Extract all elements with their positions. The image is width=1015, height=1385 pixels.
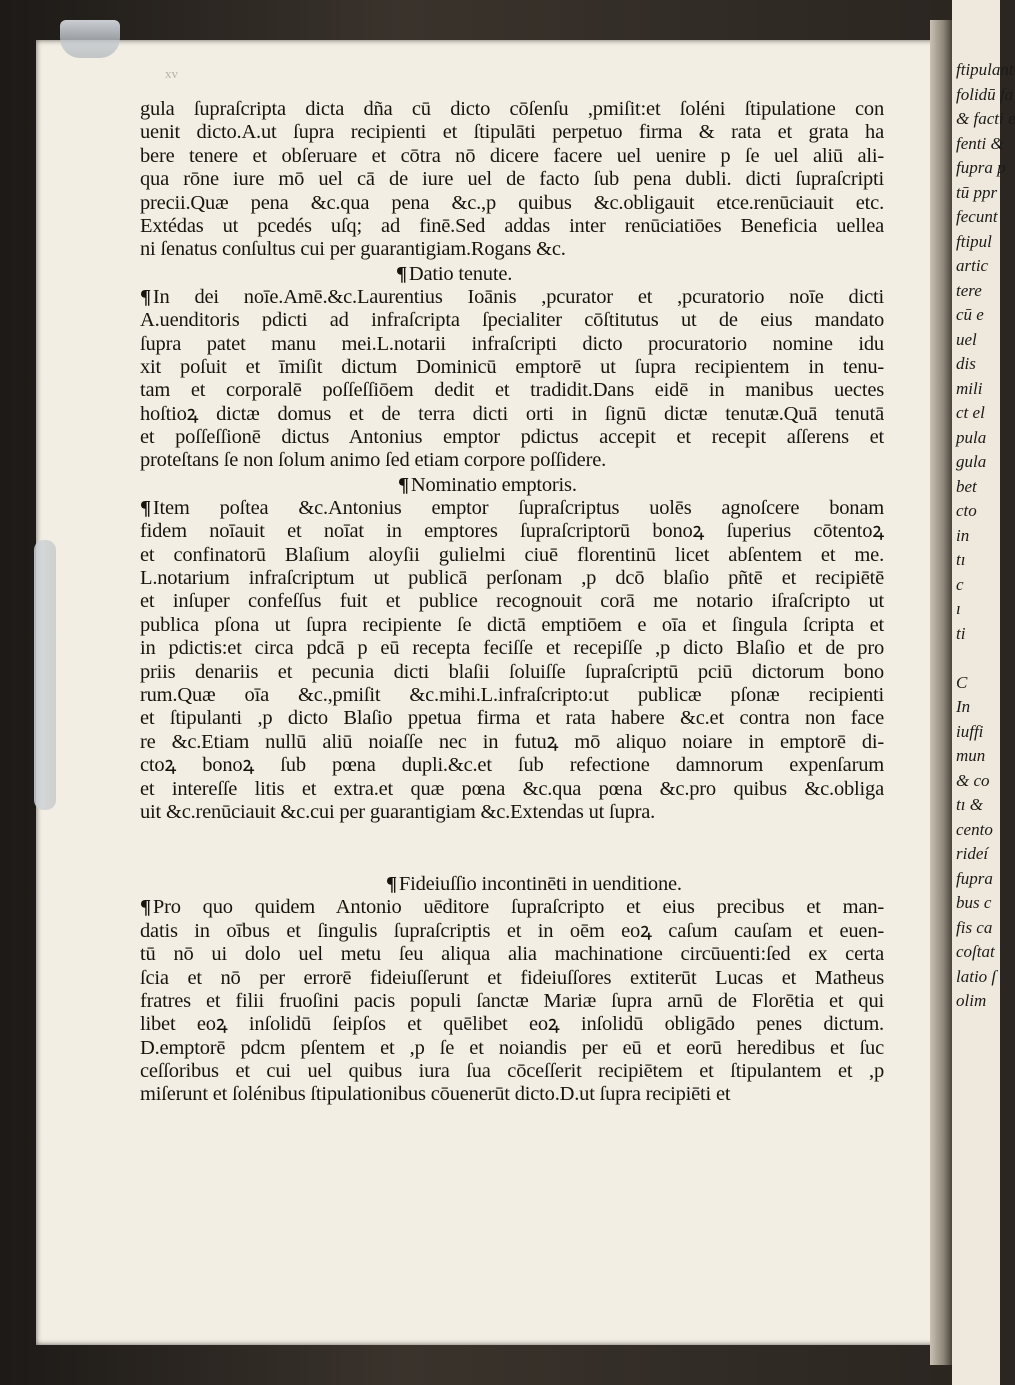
text-line bbox=[140, 333, 884, 356]
text-line-content: ni ſenatus conſultus cui per guarantigiam.Rogans &c. bbox=[140, 238, 566, 261]
paragraph-datio-tenute bbox=[140, 286, 884, 473]
text-line bbox=[140, 449, 884, 472]
text-line bbox=[140, 731, 884, 754]
text-line-content: tam et corporalē poſſeſſiōem dedit et tradidit.Dans eidē in manibus uectes bbox=[140, 379, 884, 402]
text-line-content: gula ſupraſcripta dicta dña cū dicto cōſenſu ,pmiſit:et ſoléni ſtipulatione con bbox=[140, 98, 884, 120]
facing-page-line: tere bbox=[956, 280, 982, 300]
facing-page-line: artic bbox=[956, 256, 989, 275]
text-line-content: qua rōne iure mō uel cā de iure uel de facto ſub pena dubli. dicti ſupraſcripti bbox=[140, 168, 884, 191]
text-line bbox=[140, 661, 884, 684]
text-line-content: fratres et filii fruoſini pacis populi ſanctæ Mariæ ſupra arnū de Florētia et qui bbox=[140, 989, 884, 1012]
paragraph-nominatio-emptoris bbox=[140, 497, 884, 824]
facing-page-line: tū ppr bbox=[956, 182, 998, 202]
text-line bbox=[140, 121, 884, 144]
page-clip-top bbox=[60, 20, 120, 58]
text-line bbox=[140, 967, 884, 990]
text-line bbox=[140, 920, 884, 943]
text-line bbox=[140, 286, 884, 309]
text-line-content: A.uenditoris pdicti ad infraſcripta ſpecialiter cōſtitutus ut de eius mandato bbox=[140, 309, 884, 332]
text-line bbox=[140, 309, 884, 332]
text-line bbox=[140, 168, 884, 191]
folio-mark: xv bbox=[165, 66, 178, 81]
text-line-content: miſerunt et ſolénibus ſtipulationibus cōuenerūt dicto.D.ut ſupra recipiēti et bbox=[140, 1083, 731, 1106]
paragraph-sale-terms bbox=[140, 98, 884, 262]
text-line bbox=[140, 707, 884, 730]
text-line-content: et poſſeſſionē dictus Antonius emptor pdictus accepit et recepit aſſerens et bbox=[140, 426, 884, 449]
facing-page-line: tı bbox=[956, 550, 966, 569]
text-line-content: uit &c.renūciauit &c.cui per guarantigiam &c.Extendas ut ſupra. bbox=[140, 800, 656, 823]
facing-page-line: coſtat bbox=[956, 942, 995, 961]
text-line-content: ſupra patet manu mei.L.notarii infraſcripti dicto procuratorio nomine idu bbox=[140, 332, 884, 355]
facing-page-line: ı bbox=[956, 599, 961, 618]
text-line-content: et confinatorū Blaſium aloyſii gulielmi ciuē florentinū licet abſentem et me. bbox=[140, 543, 884, 566]
text-line bbox=[140, 98, 884, 121]
facing-page-line: ftipulant bbox=[956, 60, 1014, 79]
text-line-content: bere tenere et obſeruare et cōtra nō dicere facere uel uenire p ſe uel aliū ali- bbox=[140, 144, 884, 167]
facing-page-line: ftipul bbox=[956, 231, 992, 251]
text-line-content: In dei noīe.Amē.&c.Laurentius Ioānis ,pcurator et ,pcuratorio noīe dicti bbox=[152, 285, 884, 308]
facing-page-line: iuffi bbox=[956, 721, 984, 741]
paragraph-mark-icon: ¶ bbox=[386, 873, 397, 896]
text-line bbox=[140, 520, 884, 543]
facing-page-line: olim bbox=[956, 991, 987, 1010]
text-line-content: in pdictis:et circa pdcā p eū recepta feciſſe et recepiſſe ,p dicto Blaſio et de pro bbox=[140, 637, 884, 660]
text-line bbox=[140, 754, 884, 777]
facing-page-line: fis ca bbox=[956, 917, 993, 937]
paragraph-mark-icon: ¶ bbox=[140, 285, 151, 308]
facing-page-line: c bbox=[956, 574, 964, 594]
text-line bbox=[140, 403, 884, 426]
paragraph-mark-icon: ¶ bbox=[140, 496, 151, 519]
text-line-content: proteſtans ſe non ſolum animo ſed etiam corpore poſſidere. bbox=[140, 449, 607, 472]
text-line-content: uenit dicto.A.ut ſupra recipienti et ſtipulāti perpetuo firma & rata et grata ha bbox=[140, 121, 884, 144]
paragraph-fideiussio bbox=[140, 896, 884, 1107]
text-line-content: D.emptorē pdcm pſentem et ,p ſe et noiandis per eū et eorū heredibus et ſuc bbox=[140, 1036, 884, 1059]
text-line bbox=[140, 379, 884, 402]
text-line bbox=[140, 192, 884, 215]
text-line bbox=[140, 778, 884, 801]
text-line-content: fidem noīauit et noīat in emptores ſupraſcriptorū bonoꝝ ſuperius cōtentoꝝ bbox=[140, 520, 884, 543]
text-line-content: Pro quo quidem Antonio uēditore ſupraſcripto et eius precibus et man- bbox=[152, 896, 884, 919]
facing-page-line: cū e bbox=[956, 305, 984, 324]
heading-text: Fideiuſſio incontinēti in uenditione. bbox=[398, 873, 682, 896]
text-line-content: precii.Quæ pena &c.qua pena &c.,p quibus &c.obligauit etce.renūciauit etc. bbox=[140, 191, 884, 214]
text-line bbox=[140, 145, 884, 168]
text-line bbox=[140, 590, 884, 613]
heading-nominatio-emptoris bbox=[398, 473, 884, 497]
text-line bbox=[140, 356, 884, 379]
paragraph-mark-icon: ¶ bbox=[396, 262, 407, 285]
facing-page-line: bet bbox=[956, 476, 977, 496]
text-line bbox=[140, 426, 884, 449]
text-line-content: publica pſona ut ſupra recipiente ſe dictā emptiōem e oīa et ſingula ſcripta et bbox=[140, 613, 884, 636]
text-line-content: et intereſſe litis et extra.et quæ pœna &c.qua pœna &c.pro quibus &c.obliga bbox=[140, 777, 884, 800]
text-line-content: xit poſuit et īmiſit dictum Dominicū emptorē ut ſupra recipientem in tenu- bbox=[140, 355, 884, 378]
text-line-content: hoſtioꝝ dictæ domus et de terra dicti orti in ſignū dictæ tenutæ.Quā tenutā bbox=[140, 402, 884, 425]
heading-fideiussio bbox=[386, 872, 884, 896]
facing-page-line: & facti e bbox=[956, 109, 1015, 128]
facing-page-line: folidū fa bbox=[956, 84, 1014, 104]
page-clip-left bbox=[34, 540, 56, 810]
facing-page-line: fecunt bbox=[956, 207, 998, 226]
paragraph-mark-icon: ¶ bbox=[140, 896, 151, 919]
facing-page-line: fupra bbox=[956, 868, 993, 888]
text-line-content: et inſuper confeſſus fuit et publice recognouit corā me notario iſraſcripto ut bbox=[140, 590, 884, 613]
facing-page-line: mili bbox=[956, 378, 983, 398]
facing-page-line: dis bbox=[956, 354, 976, 373]
facing-page-line: cto bbox=[956, 501, 977, 520]
text-line-content: re &c.Etiam nullū aliū noiaſſe nec in futuꝝ mō aliquo noiare in emptorē di- bbox=[140, 730, 884, 753]
text-line bbox=[140, 637, 884, 660]
text-line-content: libet eoꝝ inſolidū ſeipſos et quēlibet eoꝝ inſolidū obligādo penes dictum. bbox=[140, 1013, 884, 1036]
heading-text: Nominatio emptoris. bbox=[410, 473, 577, 496]
text-line-content: et ſtipulanti ,p dicto Blaſio ppetua firma et rata habere &c.et contra non face bbox=[140, 707, 884, 730]
facing-page-line: fupra p bbox=[956, 158, 1006, 177]
text-line bbox=[140, 943, 884, 966]
text-line-content: ſcia et nō per errorē fideiuſſerunt et fideiuſſores extiterūt Lucas et Matheus bbox=[140, 966, 884, 989]
document-text bbox=[140, 98, 884, 1107]
section-gap bbox=[140, 824, 884, 872]
facing-page-line: uel bbox=[956, 329, 977, 349]
facing-page-line: in bbox=[956, 525, 970, 545]
facing-page bbox=[952, 0, 1015, 1385]
text-line bbox=[140, 684, 884, 707]
text-line-content: ceſſoribus et cui uel quibus iura ſua cōceſſerit recipiētem et ſtipulantem et ,p bbox=[140, 1060, 884, 1083]
text-line bbox=[140, 567, 884, 590]
text-line-content: priis denariis et pecunia dicti blaſii ſoluiſſe ſupraſcriptū pciū dictorum bono bbox=[140, 660, 884, 683]
facing-page-line: cento bbox=[956, 819, 993, 839]
facing-page-line: fenti & bbox=[956, 133, 1004, 153]
text-line bbox=[140, 614, 884, 637]
facing-page-line: C bbox=[956, 672, 968, 692]
text-line-content: Item poſtea &c.Antonius emptor ſupraſcriptus uolēs agnoſcere bonam bbox=[152, 496, 884, 519]
text-line bbox=[140, 1037, 884, 1060]
facing-page-line: pula bbox=[956, 427, 987, 447]
facing-page-line: tı & bbox=[956, 795, 983, 814]
text-line-content: L.notarium infraſcriptum ut publicā perſonam ,p dcō blaſio pñtē et recipiētē bbox=[140, 567, 884, 590]
text-line bbox=[140, 990, 884, 1013]
heading-datio-tenute bbox=[396, 262, 884, 286]
text-line-content: datis in oībus et ſingulis ſupraſcriptis et in oēm eoꝝ caſum cauſam et euen- bbox=[140, 919, 884, 942]
text-line bbox=[140, 1083, 884, 1106]
facing-page-line: ct el bbox=[956, 403, 985, 422]
text-line bbox=[140, 1013, 884, 1036]
paragraph-mark-icon: ¶ bbox=[398, 473, 409, 496]
text-line bbox=[140, 896, 884, 919]
facing-page-line: ti bbox=[956, 623, 966, 643]
facing-page-line: bus c bbox=[956, 893, 992, 912]
text-line-content: tū nō ui dolo uel metu ſeu aliqua alia machinatione circūuenti:ſed ex certa bbox=[140, 943, 884, 966]
facing-page-line: gula bbox=[956, 452, 987, 471]
facing-page-line: latio ſ bbox=[956, 966, 997, 986]
text-line bbox=[140, 544, 884, 567]
facing-page-line: In bbox=[956, 697, 971, 716]
text-line bbox=[140, 497, 884, 520]
facing-page-line: rideí bbox=[956, 844, 989, 863]
text-line bbox=[140, 1060, 884, 1083]
facing-page-line: & co bbox=[956, 770, 990, 790]
text-line-content: rum.Quæ oīa &c.,pmiſit &c.mihi.L.infraſcripto:ut publicæ pſonæ recipienti bbox=[140, 683, 884, 706]
text-line-content: Extédas ut pcedés uſq; ad finē.Sed addas inter renūciatiōes Beneficia uellea bbox=[140, 214, 884, 237]
text-line bbox=[140, 215, 884, 238]
text-line bbox=[140, 801, 884, 824]
text-line-content: ctoꝝ bonoꝝ ſub pœna dupli.&c.et ſub refectione damnorum expenſarum bbox=[140, 754, 884, 777]
facing-page-line: mun bbox=[956, 746, 986, 765]
book-gutter bbox=[930, 20, 952, 1365]
text-line bbox=[140, 238, 884, 261]
heading-text: Datio tenute. bbox=[408, 262, 513, 285]
